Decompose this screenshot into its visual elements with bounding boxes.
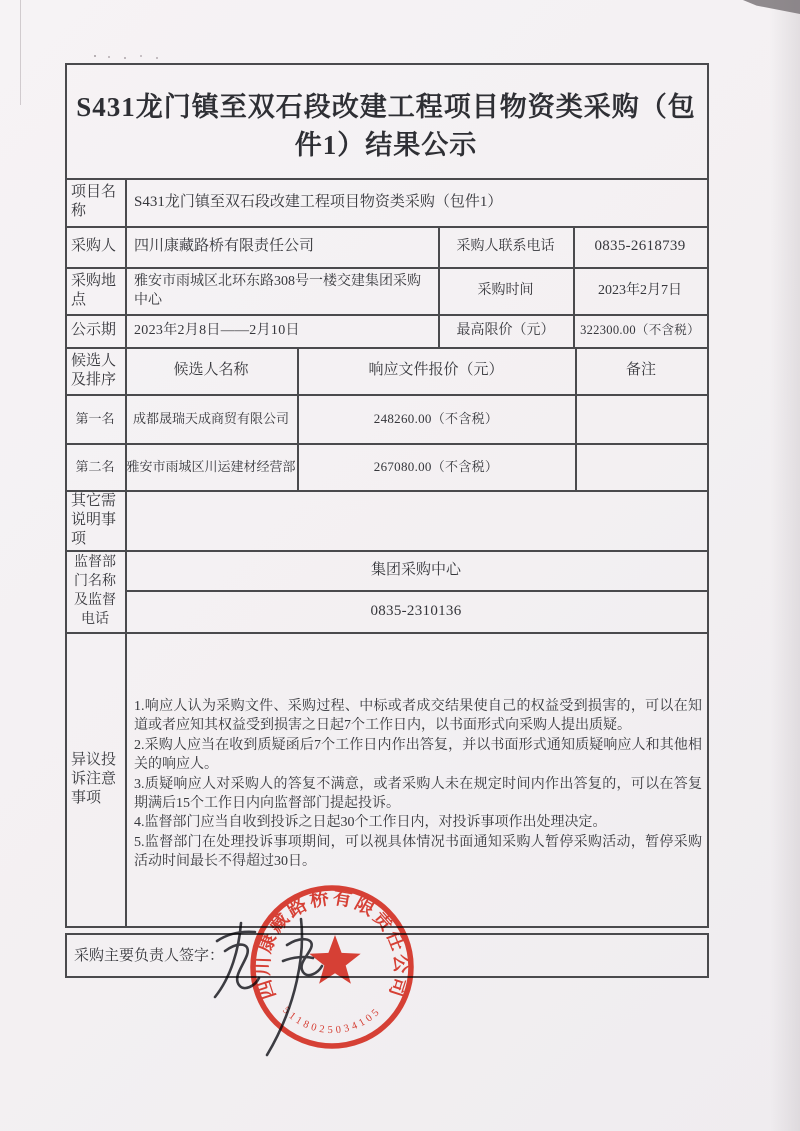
objection-item: 1.响应人认为采购文件、采购过程、中标或者成交结果使自己的权益受到损害的，可以在知道或者应知其权益受到损害之日起7个工作日内，以书面形式向采购人提出质疑。 [134,699,702,734]
paper-fold-line [20,0,21,105]
candidate-2-name: 雅安市雨城区川运建材经营部 [126,459,296,474]
max-price-label: 最高限价（元） [456,323,555,338]
scan-edge-shading [770,0,800,1131]
objection-item: 2.采购人应当在收到质疑函后7个工作日内作出答复，并以书面形式通知质疑响应人和其他相关的响应人。 [134,737,702,773]
table-line [707,933,709,978]
candidate-2-rank: 第二名 [75,459,115,474]
objection-item: 3.质疑响应人对采购人的答复不满意，或者采购人未在规定时间内作出答复的，可以在答复期满后15个工作日内向监督部门提起投诉。 [134,776,702,812]
candidates-rank-header: 候选人及排序 [71,352,117,388]
purchase-time-value: 2023年2月7日 [598,283,682,298]
purchaser-value: 四川康藏路桥有限责任公司 [134,238,315,254]
supervision-label: 监督部门名称及监督电话 [74,555,116,627]
candidate-2-price: 267080.00（不含税） [373,459,499,474]
candidate-1-name: 成都晟瑞天成商贸有限公司 [132,411,289,426]
project-name-label: 项目名称 [71,184,117,219]
candidate-1-rank: 第一名 [75,411,115,426]
seal-star-icon [309,935,360,984]
document-title: S431龙门镇至双石段改建工程项目物资类采购（包件1）结果公示 [76,92,696,160]
candidate-1-remark [575,394,707,443]
candidates-name-header: 候选人名称 [173,362,249,378]
objection-notice-text [134,697,702,872]
candidates-remark-header: 备注 [625,362,656,378]
table-line [65,63,709,65]
scan-specks [94,55,96,57]
signature-label: 采购主要负责人签字： [74,947,225,964]
candidate-1-price: 248260.00（不含税） [373,411,499,426]
project-name-value: S431龙门镇至双石段改建工程项目物资类采购（包件1） [134,193,503,210]
objection-item: 5.监督部门在处理投诉事项期间，可以视具体情况书面通知采购人暂停采购活动，暂停采购活动时间最长不得超过30日。 [134,834,702,870]
seal-number-text: 5118025034105 [280,1005,384,1037]
seal-company-text: 四川康藏路桥有限责任公司 [252,887,412,1002]
other-notes-value [125,490,707,550]
table-line [707,63,709,928]
supervision-phone-value: 0835-2310136 [370,602,462,619]
table-line [65,632,709,634]
location-value: 雅安市雨城区北环东路308号一楼交建集团采购中心 [134,273,421,308]
purchaser-phone-label: 采购人联系电话 [456,239,555,254]
max-price-value: 322300.00（不含税） [580,323,700,337]
purchaser-label: 采购人 [71,238,117,254]
supervision-dept-value: 集团采购中心 [370,561,461,578]
publicity-label: 公示期 [71,322,117,338]
purchaser-phone-value: 0835-2618739 [594,238,686,254]
publicity-value: 2023年2月8日——2月10日 [134,323,300,338]
other-notes-label: 其它需说明事项 [71,492,117,547]
purchase-time-label: 采购时间 [477,283,534,298]
candidate-2-remark [575,443,707,490]
candidates-price-header: 响应文件报价（元） [368,362,504,378]
location-label: 采购地点 [71,272,117,308]
table-line [65,933,67,978]
company-seal [248,883,416,1051]
objection-item: 4.监督部门应当自收到投诉之日起30个工作日内，对投诉事项作出处理决定。 [134,815,607,831]
objection-label: 异议投诉注意事项 [71,751,117,806]
